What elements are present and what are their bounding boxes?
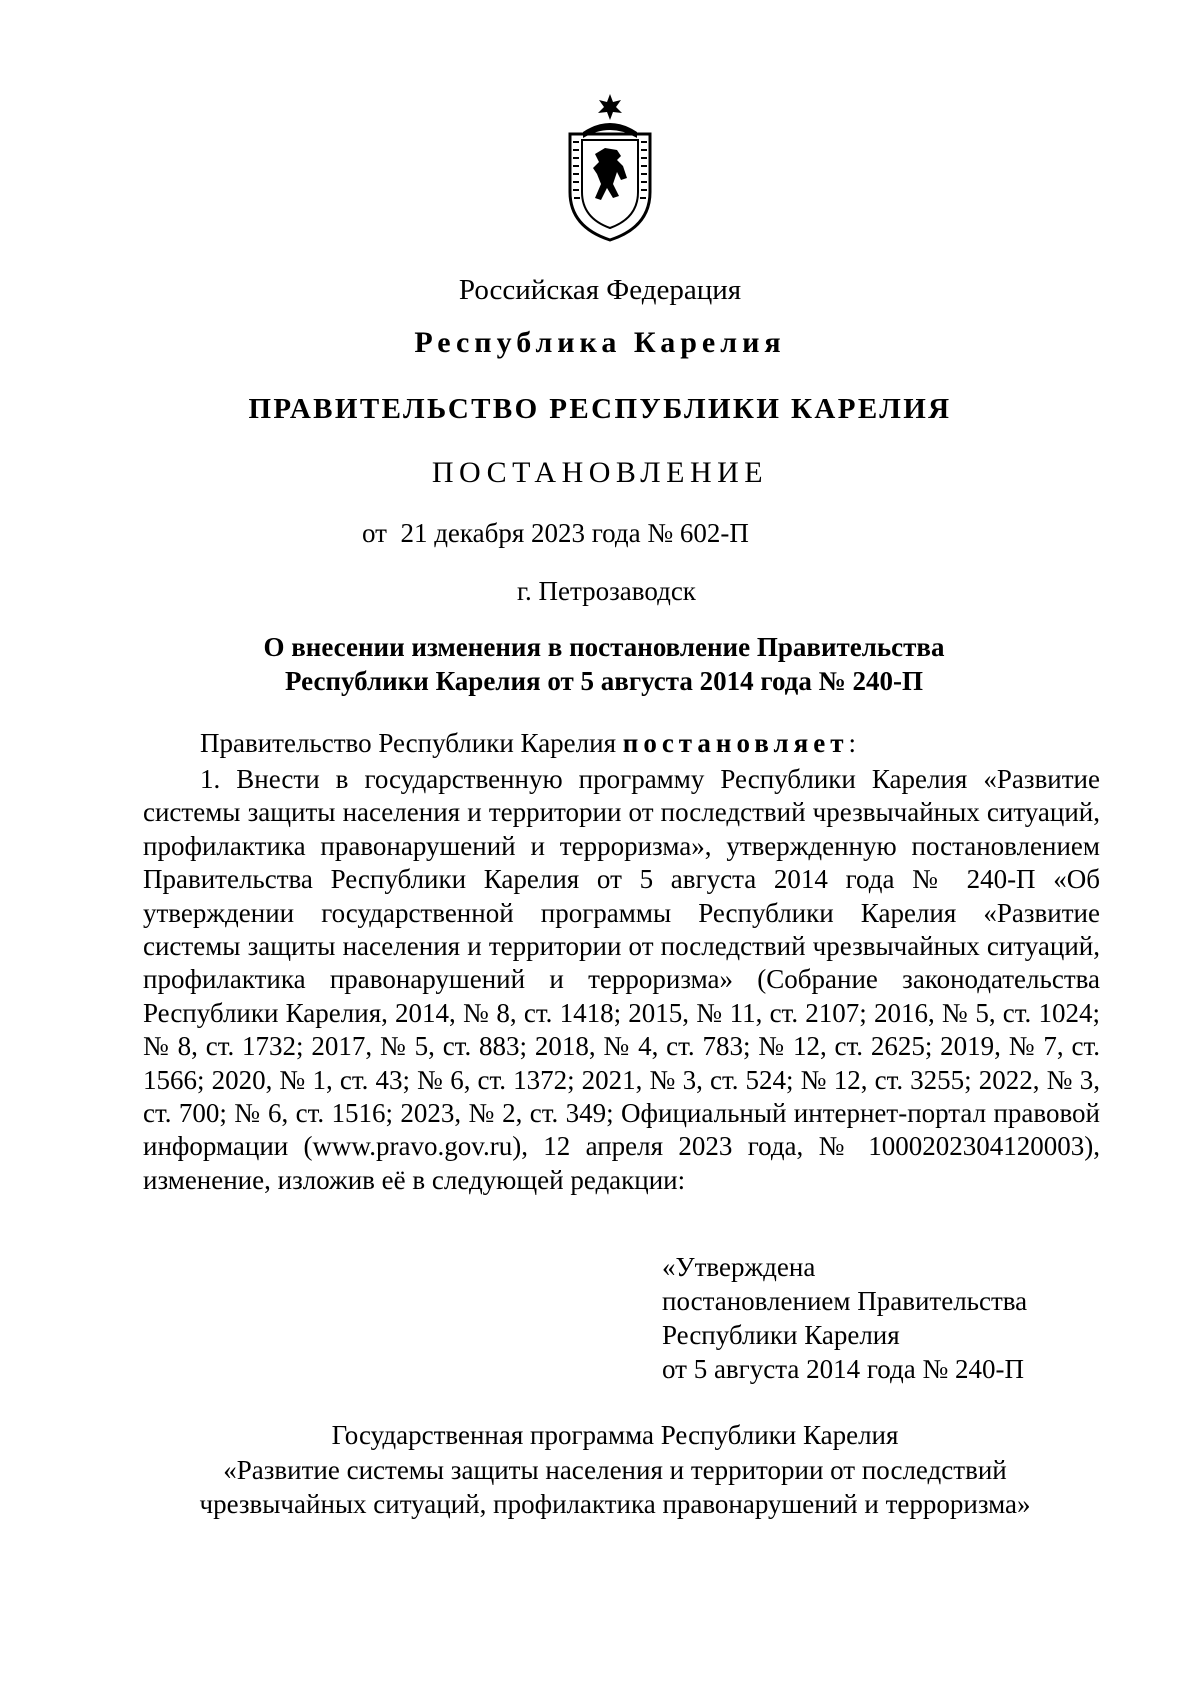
decree-title-line-2: Республики Карелия от 5 августа 2014 года № 240-П [285,666,923,696]
intro-decree-word: постановляет [622,728,849,758]
document-type: ПОСТАНОВЛЕНИЕ [431,456,769,489]
decree-intro [200,728,856,759]
approval-block [662,1250,1027,1386]
approval-line-3: Республики Карелия [662,1320,900,1350]
paragraph-1-text: 1. Внести в государственную программу Республики Карелия «Развитие системы защиты населения и территории от последствий чрезвычайных ситуаций, профилактика правонарушений и терроризма», утвержденную постановлением Правительства Республики Карелия от 5 августа 2014 года № 240-П «Об утверждении государственной программы Республики Карелия «Развитие системы защиты населения и территории от последствий чрезвычайных ситуаций, профилактика правонарушений и терроризма» (Собрание законодательства Республики Карелия, 2014, № 8, ст. 1418; 2015, № 11, ст. 2107; 2016, № 5, ст. 1024; № 8, ст. 1732; 2017, № 5, ст. 883; 2018, № 4, ст. 783; № 12, ст. 2625; 2019, № 7, ст. 1566; 2020, № 1, ст. 43; № 6, ст. 1372; 2021, № 3, ст. 524; № 12, ст. 3255; 2022, № 3, ст. 700; № 6, ст. 1516; 2023, № 2, ст. 349; Официальный интернет-портал правовой информации (www.pravo.gov.ru), 12 апреля 2023 года, № 1000202304120003), изменение, изложив её в следующей редакции: [143,764,1100,1195]
approval-line-2: постановлением Правительства [662,1286,1028,1316]
republic-name: Республика Карелия [414,326,786,359]
intro-suffix: : [848,728,857,758]
decree-paragraph-1 [143,763,1100,1197]
intro-prefix: Правительство Республики Карелия [200,728,623,758]
approval-line-4: от 5 августа 2014 года № 240-П [662,1354,1024,1384]
decree-date-number: от 21 декабря 2023 года № 602-П [362,518,749,548]
program-title-line-2: «Развитие системы защиты населения и территории от последствий [223,1455,1007,1485]
program-title-line-1: Государственная программа Республики Карелия [331,1420,899,1450]
approval-line-1: «Утверждена [662,1252,816,1282]
country-name: Российская Федерация [458,274,742,306]
decree-title-line-1: О внесении изменения в постановление Правительства [263,632,945,662]
karelia-coat-of-arms-icon [565,92,655,242]
government-name: ПРАВИТЕЛЬСТВО РЕСПУБЛИКИ КАРЕЛИЯ [248,393,952,425]
decree-city: г. Петрозаводск [517,576,696,606]
program-title-line-3: чрезвычайных ситуаций, профилактика правонарушений и терроризма» [199,1489,1031,1519]
